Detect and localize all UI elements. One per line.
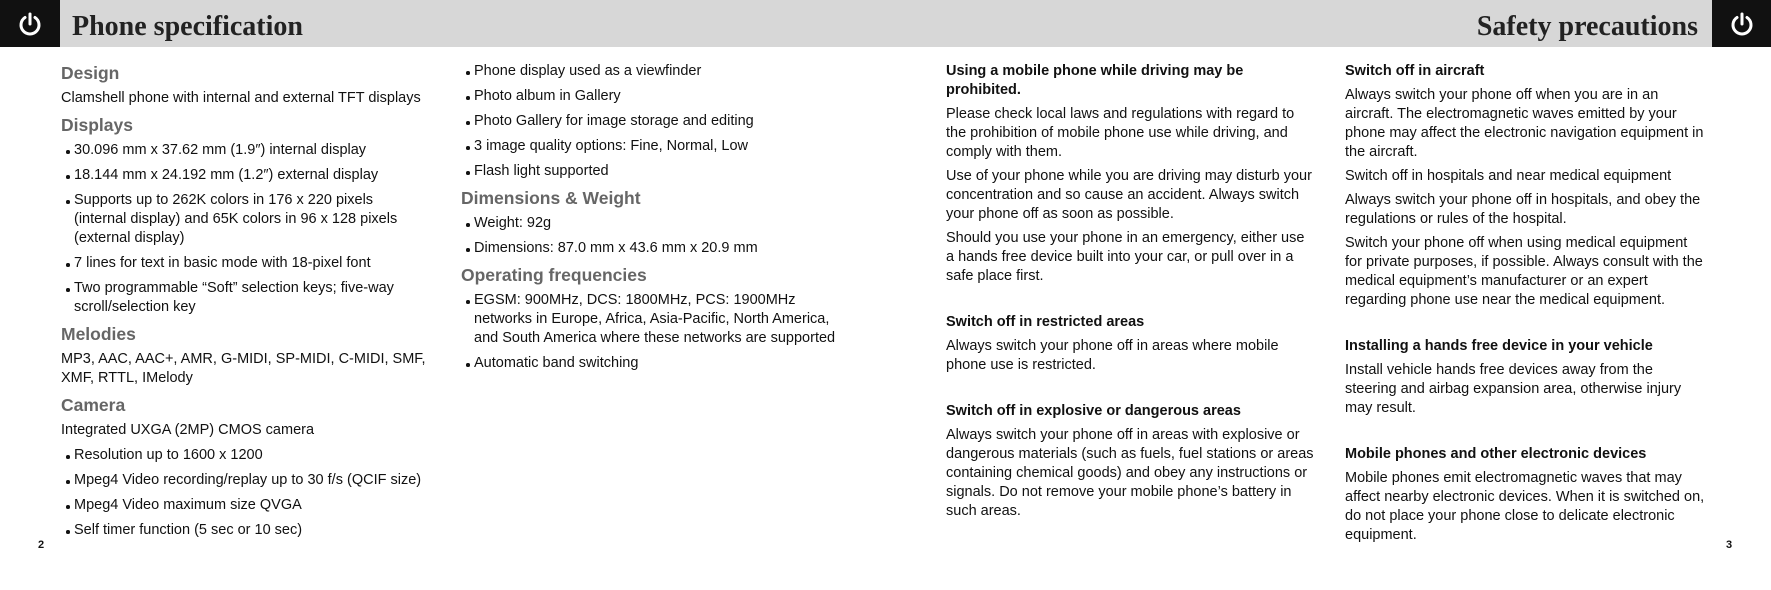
bullet-text: Two programmable “Soft” selection keys; five-way scroll/selection key — [74, 280, 394, 315]
bullet-item — [461, 112, 841, 131]
bullet-dot-icon — [66, 263, 70, 267]
bullet-text: 3 image quality options: Fine, Normal, Low — [474, 138, 749, 154]
bullet-text: Photo Gallery for image storage and editing — [474, 113, 754, 129]
section-heading: Melodies — [61, 324, 136, 344]
safety-paragraph: Should you use your phone in an emergency, either use a hands free device built into your car, or pull over in a safe place first. — [946, 230, 1305, 284]
bullet-dot-icon — [466, 96, 470, 100]
bullet-text: 7 lines for text in basic mode with 18-pixel font — [74, 255, 371, 271]
section-heading: Camera — [61, 395, 126, 415]
bullet-item — [61, 141, 426, 160]
bullet-item — [461, 162, 841, 181]
bullet-list — [461, 214, 841, 258]
bullet-item — [61, 496, 426, 515]
safety-paragraph: Always switch your phone off in areas where mobile phone use is restricted. — [946, 338, 1279, 373]
spacer — [946, 380, 1316, 402]
safety-heading: Using a mobile phone while driving may be prohibited. — [946, 63, 1244, 98]
safety-paragraph: Use of your phone while you are driving may disturb your concentration and so cause an accident. Always switch your phone off as soon as possible. — [946, 168, 1312, 222]
bullet-dot-icon — [66, 455, 70, 459]
bullet-item — [461, 354, 841, 373]
bullet-item — [61, 521, 426, 540]
section-heading: Dimensions & Weight — [461, 188, 641, 208]
bullet-dot-icon — [466, 363, 470, 367]
bullet-item — [461, 214, 841, 233]
bullet-dot-icon — [66, 150, 70, 154]
bullet-text: 18.144 mm x 24.192 mm (1.2″) external display — [74, 167, 379, 183]
safety-paragraph: Always switch your phone off in hospitals, and obey the regulations or rules of the hospital. — [1345, 192, 1701, 227]
bullet-dot-icon — [66, 288, 70, 292]
paragraph: MP3, AAC, AAC+, AMR, G-MIDI, SP-MIDI, C-MIDI, SMF, XMF, RTTL, IMelody — [61, 351, 426, 386]
bullet-text: Flash light supported — [474, 163, 609, 179]
spec-column-1 — [61, 62, 426, 546]
header-bar — [0, 0, 1771, 47]
bullet-dot-icon — [66, 175, 70, 179]
safety-paragraph: Install vehicle hands free devices away from the steering and airbag expansion area, otherwise injury may result. — [1345, 362, 1682, 416]
bullet-text: Automatic band switching — [474, 355, 639, 371]
safety-heading: Installing a hands free device in your vehicle — [1345, 338, 1653, 354]
bullet-item — [61, 166, 426, 185]
bullet-item — [61, 191, 426, 248]
page-number-right: 3 — [1726, 539, 1733, 551]
power-icon — [0, 0, 60, 47]
bullet-dot-icon — [66, 480, 70, 484]
section-heading: Design — [61, 63, 120, 83]
bullet-list — [61, 446, 426, 540]
page-title-left: Phone specification — [72, 11, 303, 42]
bullet-item — [61, 446, 426, 465]
page-number-left: 2 — [38, 539, 45, 551]
bullet-text: EGSM: 900MHz, DCS: 1800MHz, PCS: 1900MHz networks in Europe, Africa, Asia-Pacific, North America, and South America where these networks are supported — [474, 292, 836, 346]
bullet-item — [461, 62, 841, 81]
bullet-item — [61, 254, 426, 273]
bullet-item — [61, 471, 426, 490]
bullet-text: Dimensions: 87.0 mm x 43.6 mm x 20.9 mm — [474, 240, 758, 256]
section-heading: Displays — [61, 115, 133, 135]
bullet-item — [461, 239, 841, 258]
bullet-item — [461, 137, 841, 156]
bullet-text: Supports up to 262K colors in 176 x 220 pixels (internal display) and 65K colors in 96 x 128 pixels (external display) — [74, 192, 398, 246]
bullet-item — [461, 291, 841, 348]
power-icon — [1712, 0, 1771, 47]
bullet-item — [61, 279, 426, 317]
bullet-text: Mpeg4 Video recording/replay up to 30 f/s (QCIF size) — [74, 472, 422, 488]
bullet-text: Mpeg4 Video maximum size QVGA — [74, 497, 302, 513]
safety-heading: Switch off in restricted areas — [946, 314, 1145, 330]
bullet-text: Self timer function (5 sec or 10 sec) — [74, 522, 303, 538]
paragraph: Integrated UXGA (2MP) CMOS camera — [61, 422, 315, 438]
bullet-dot-icon — [66, 200, 70, 204]
safety-column-1 — [946, 62, 1316, 526]
safety-paragraph: Mobile phones emit electromagnetic waves that may affect nearby electronic devices. When it is switched on, do not place your phone close to delicate electronic equipment. — [1345, 470, 1705, 543]
paragraph: Clamshell phone with internal and external TFT displays — [61, 90, 421, 106]
safety-paragraph: Always switch your phone off when you are in an aircraft. The electromagnetic waves emitted by your phone may affect the electronic navigation equipment in the aircraft. — [1345, 87, 1704, 160]
spacer — [1345, 315, 1705, 337]
safety-heading: Switch off in explosive or dangerous areas — [946, 403, 1241, 419]
safety-column-2 — [1345, 62, 1705, 550]
safety-paragraph: Switch your phone off when using medical equipment for private purposes, if possible. Always consult with the medical equipment’s manufacturer or an expert regarding phone use near the medical equipment. — [1345, 235, 1703, 308]
bullet-list — [461, 62, 841, 181]
page-title-right: Safety precautions — [1476, 11, 1698, 42]
bullet-list — [61, 141, 426, 317]
spec-column-2 — [461, 62, 841, 379]
safety-heading: Mobile phones and other electronic devices — [1345, 446, 1647, 462]
bullet-list — [461, 291, 841, 373]
bullet-dot-icon — [466, 71, 470, 75]
bullet-dot-icon — [466, 171, 470, 175]
bullet-text: 30.096 mm x 37.62 mm (1.9″) internal display — [74, 142, 367, 158]
spacer — [1345, 423, 1705, 445]
safety-paragraph: Always switch your phone off in areas with explosive or dangerous materials (such as fuels, fuel stations or areas containing chemical goods) and obey any instructions or signals. Do not remove your mobile phone’s battery in such areas. — [946, 427, 1314, 519]
bullet-dot-icon — [466, 121, 470, 125]
bullet-item — [461, 87, 841, 106]
spacer — [946, 291, 1316, 313]
safety-heading: Switch off in aircraft — [1345, 63, 1485, 79]
bullet-dot-icon — [466, 146, 470, 150]
bullet-text: Resolution up to 1600 x 1200 — [74, 447, 263, 463]
bullet-text: Weight: 92g — [474, 215, 552, 231]
safety-paragraph: Switch off in hospitals and near medical equipment — [1345, 168, 1672, 184]
bullet-dot-icon — [66, 530, 70, 534]
bullet-dot-icon — [466, 248, 470, 252]
section-heading: Operating frequencies — [461, 265, 647, 285]
bullet-dot-icon — [66, 505, 70, 509]
bullet-text: Photo album in Gallery — [474, 88, 621, 104]
bullet-dot-icon — [466, 300, 470, 304]
bullet-text: Phone display used as a viewfinder — [474, 63, 702, 79]
bullet-dot-icon — [466, 223, 470, 227]
safety-paragraph: Please check local laws and regulations with regard to the prohibition of mobile phone use while driving, and comply with them. — [946, 106, 1295, 160]
